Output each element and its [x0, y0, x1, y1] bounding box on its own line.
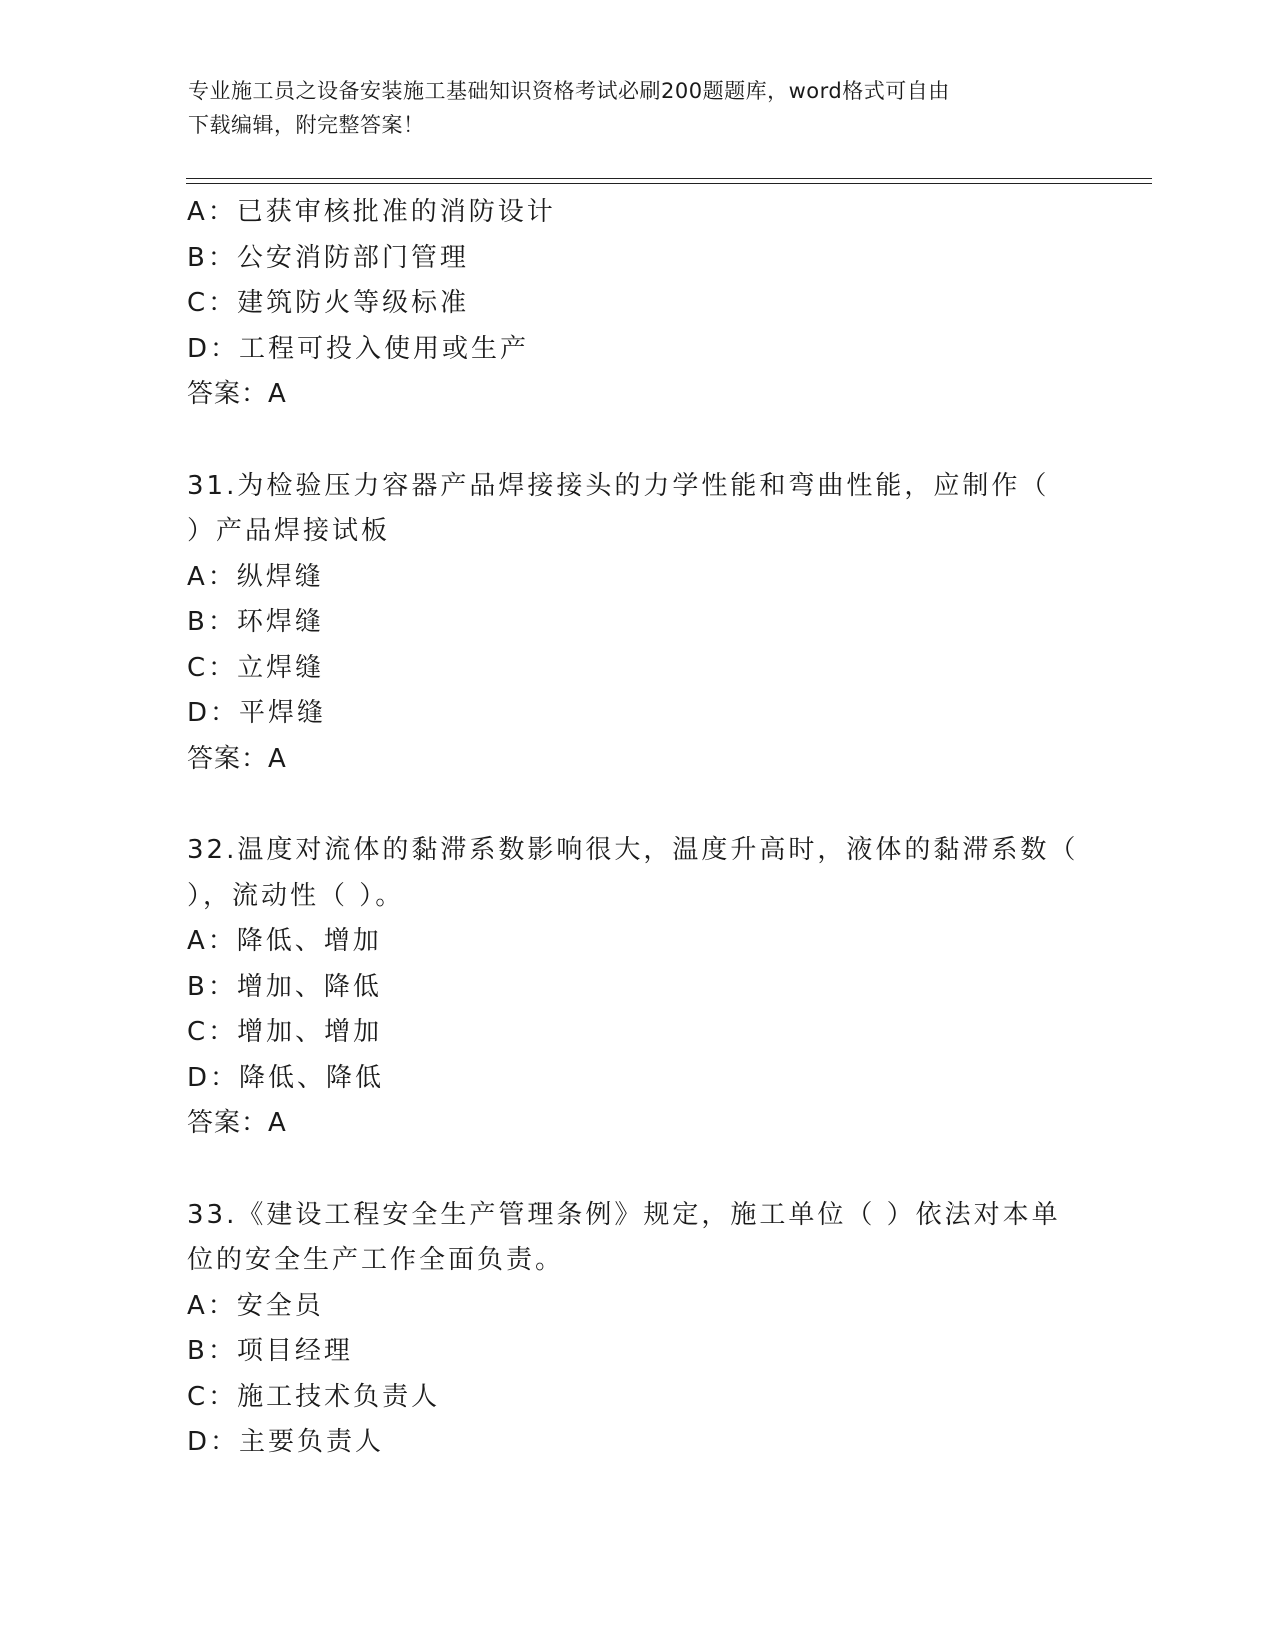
option-c: C：增加、增加 — [187, 1017, 383, 1047]
header-rule-top — [186, 178, 1152, 179]
option-b: B：环焊缝 — [187, 607, 324, 637]
option-a: A：降低、增加 — [187, 926, 382, 956]
header-line-1: 专业施工员之设备安装施工基础知识资格考试必刷200题题库，word格式可自由 — [188, 79, 950, 103]
question-30 — [187, 190, 1087, 418]
option-d: D：降低、降低 — [187, 1062, 385, 1093]
option-c: C：施工技术负责人 — [187, 1381, 441, 1412]
header-line-2: 下载编辑，附完整答案！ — [188, 113, 425, 137]
option-d: D：主要负责人 — [187, 1427, 385, 1457]
option-a: A：已获审核批准的消防设计 — [187, 197, 556, 227]
answer: 答案：A — [187, 1108, 287, 1138]
answer: 答案：A — [187, 379, 287, 409]
question-text-line-1: 33.《建设工程安全生产管理条例》规定，施工单位（ ）依法对本单 — [187, 1199, 1061, 1230]
question-text-line-2: ），流动性（ ）。 — [187, 880, 405, 911]
answer: 答案：A — [187, 743, 287, 774]
question-text-line-1: 31.为检验压力容器产品焊接接头的力学性能和弯曲性能，应制作（ — [187, 470, 1050, 501]
question-text-line-2: 位的安全生产工作全面负责。 — [187, 1245, 565, 1275]
option-b: B：项目经理 — [187, 1336, 353, 1366]
option-b: B：增加、降低 — [187, 971, 382, 1002]
question-33 — [187, 1193, 1087, 1466]
question-text-line-1: 32.温度对流体的黏滞系数影响很大，温度升高时，液体的黏滞系数（ — [187, 835, 1079, 865]
option-d: D：工程可投入使用或生产 — [187, 333, 530, 364]
question-31 — [187, 464, 1087, 783]
option-c: C：建筑防火等级标准 — [187, 288, 470, 318]
question-32 — [187, 828, 1087, 1147]
option-b: B：公安消防部门管理 — [187, 242, 469, 273]
question-list — [187, 190, 1087, 1466]
option-d: D：平焊缝 — [187, 698, 327, 728]
question-text-line-2: ）产品焊接试板 — [187, 516, 391, 546]
option-c: C：立焊缝 — [187, 652, 325, 683]
option-a: A：纵焊缝 — [187, 561, 324, 592]
document-header — [188, 74, 1088, 142]
header-rule-bottom — [186, 183, 1152, 184]
option-a: A：安全员 — [187, 1290, 324, 1321]
